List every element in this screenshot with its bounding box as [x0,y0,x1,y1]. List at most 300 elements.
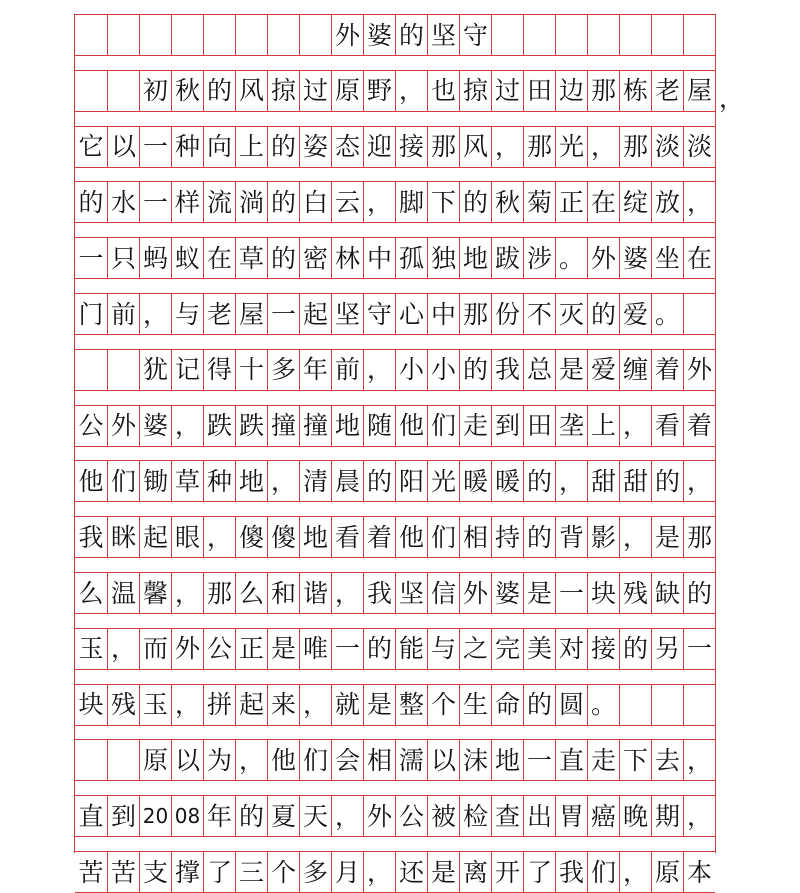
grid-cell: 它 [78,132,104,162]
essay-text-row [75,181,715,223]
grid-cell [75,350,107,390]
grid-cell: 离 [459,852,491,892]
grid-cell [619,15,651,55]
grid-cell: 完 [491,629,523,669]
grid-cell: 的 [203,71,235,111]
grid-cell: ， [267,461,299,501]
grid-cell: ， [363,350,395,390]
grid-cell: 还 [395,852,427,892]
grid-cell: 暖 [491,461,523,501]
grid-cell: 与 [427,629,459,669]
grid-cell: 就 [331,685,363,725]
grid-cell: 是 [267,629,299,669]
grid-cell: 们 [299,740,331,780]
grid-cell: 跌 [203,406,235,446]
grid-cell: 地 [459,238,491,278]
grid-cell: 相 [459,517,491,557]
grid-cell [267,15,299,55]
essay-text-row [75,684,715,726]
grid-cell: 迎 [363,127,395,167]
grid-cell: 外 [171,629,203,669]
grid-cell: 玉 [78,634,104,664]
grid-cell: 到 [107,796,139,836]
grid-cell: 命 [491,685,523,725]
grid-cell [75,71,107,111]
grid-cell: 守 [459,15,491,55]
grid-cell: 光 [427,461,459,501]
grid-cell: 放 [651,182,683,222]
grid-cell: 信 [427,573,459,613]
grid-cell: 癌 [587,796,619,836]
grid-cell: ， [331,796,363,836]
margin-punctuation: ， [719,83,745,113]
grid-cell: 他 [267,740,299,780]
grid-cell: 向 [203,127,235,167]
grid-cell: 们 [587,852,619,892]
grid-cell: ， [683,461,715,501]
grid-cell: 风 [459,127,491,167]
grid-cell: 是 [651,517,683,557]
grid-cell: ， [395,71,427,111]
grid-cell: 到 [491,406,523,446]
grid-cell: 是 [363,685,395,725]
grid-cell: 只 [107,238,139,278]
grid-cell: 屋 [235,294,267,334]
essay-text-row [75,126,715,168]
grid-cell: 灭 [555,294,587,334]
grid-cell: 相 [363,740,395,780]
grid-cell: 看 [331,517,363,557]
grid-cell: 外 [331,15,363,55]
essay-text-row [75,739,715,781]
grid-cell [75,15,107,55]
grid-cell: 的 [235,796,267,836]
grid-cell: 美 [523,629,555,669]
grid-cell [491,15,523,55]
grid-cell: ， [107,629,139,669]
essay-text-row [75,460,715,502]
grid-cell: 另 [651,629,683,669]
grid-cell: 圆 [555,685,587,725]
grid-cell: 原 [139,740,171,780]
grid-cell: ， [139,294,171,334]
grid-cell: 晚 [619,796,651,836]
grid-cell: 月 [331,852,363,892]
grid-cell: 甜 [619,461,651,501]
grid-cell [651,15,683,55]
grid-cell: 涉 [523,238,555,278]
grid-cell: 正 [235,629,267,669]
grid-cell: ， [331,573,363,613]
grid-cell: 独 [427,238,459,278]
grid-cell: 屋 [683,71,715,111]
grid-cell: 撞 [267,406,299,446]
grid-cell: ， [619,517,651,557]
grid-cell: 坚 [331,294,363,334]
grid-cell: 温 [107,573,139,613]
grid-cell: 公 [203,629,235,669]
grid-cell: 查 [491,796,523,836]
essay-text-row [75,70,745,113]
grid-cell: 外 [683,350,715,390]
grid-cell: 残 [107,685,139,725]
grid-cell: 云 [331,182,363,222]
grid-cell: 掠 [267,71,299,111]
grid-cell: 婆 [491,573,523,613]
grid-cell: 着 [683,406,715,446]
essay-title-row [75,14,715,56]
grid-cell: 以 [171,740,203,780]
grid-cell: 的 [267,182,299,222]
grid-cell: 在 [587,182,619,222]
grid-cell: 苦 [107,852,139,892]
grid-cell: 种 [203,461,235,501]
grid-cell: 而 [139,629,171,669]
grid-cell: 水 [107,182,139,222]
grid-cell: 心 [395,294,427,334]
grid-cell: 一 [267,294,299,334]
grid-cell: 期 [651,796,683,836]
grid-cell: 总 [523,350,555,390]
grid-cell: 下 [619,740,651,780]
grid-cell: 地 [491,740,523,780]
grid-cell: 密 [299,238,331,278]
grid-cell: 以 [427,740,459,780]
grid-cell [651,685,683,725]
grid-cell: 撑 [171,852,203,892]
grid-cell: 背 [555,517,587,557]
grid-cell: 年 [203,796,235,836]
grid-cell: 多 [267,350,299,390]
grid-cell: 白 [299,182,331,222]
grid-cell: 的 [363,461,395,501]
grid-cell: 小 [427,350,459,390]
grid-cell: 公 [78,411,104,441]
grid-cell: 的 [267,238,299,278]
grid-cell: 08 [171,796,203,836]
grid-cell: 接 [587,629,619,669]
grid-cell: 外 [363,796,395,836]
grid-cell: 前 [331,350,363,390]
grid-cell: 他 [395,517,427,557]
grid-cell: 上 [587,406,619,446]
grid-cell: 的 [395,15,427,55]
grid-cell: ， [619,406,651,446]
grid-cell: 十 [235,350,267,390]
grid-cell [683,15,715,55]
grid-cell: 淡 [683,127,715,167]
grid-cell: 起 [299,294,331,334]
essay-text-row [75,795,715,837]
grid-cell: 淌 [235,182,267,222]
grid-cell: 阳 [395,461,427,501]
grid-cell: 一 [78,243,104,273]
essay-text-row [75,516,715,558]
grid-cell: ， [363,182,395,222]
grid-cell: 不 [523,294,555,334]
grid-cell: 以 [107,127,139,167]
grid-cell [299,15,331,55]
grid-cell: 暖 [459,461,491,501]
grid-cell: 唯 [299,629,331,669]
grid-cell: 跌 [235,406,267,446]
grid-cell: ， [491,127,523,167]
grid-cell: 的 [523,461,555,501]
grid-cell: 秋 [171,71,203,111]
grid-cell: 婆 [619,238,651,278]
grid-cell: 秋 [491,182,523,222]
grid-cell [203,15,235,55]
grid-cell: 撞 [299,406,331,446]
grid-cell [139,15,171,55]
grid-cell: 出 [523,796,555,836]
grid-cell: 夏 [267,796,299,836]
grid-cell: 的 [363,629,395,669]
grid-cell: 持 [491,517,523,557]
grid-cell: 本 [683,852,715,892]
grid-cell: 走 [587,740,619,780]
grid-cell: 苦 [78,857,104,887]
grid-cell: 玉 [139,685,171,725]
grid-cell: 婆 [363,15,395,55]
grid-cell [107,71,139,111]
grid-cell: 和 [267,573,299,613]
grid-cell: 光 [555,127,587,167]
essay-text-row [75,572,715,614]
grid-cell: 的 [459,350,491,390]
grid-cell: 在 [683,238,715,278]
grid-cell: 傻 [267,517,299,557]
grid-cell: ， [363,852,395,892]
grid-cell: 前 [107,294,139,334]
grid-cell [619,685,651,725]
grid-cell: ， [171,406,203,446]
grid-cell: 风 [235,71,267,111]
grid-cell: 正 [555,182,587,222]
grid-cell: 边 [555,71,587,111]
grid-cell: 在 [203,238,235,278]
grid-cell [555,15,587,55]
grid-cell: 块 [78,690,104,720]
essay-text-row [75,405,715,447]
grid-cell: ， [299,685,331,725]
grid-cell: 缠 [619,350,651,390]
grid-cell: 一 [331,629,363,669]
grid-cell: 开 [491,852,523,892]
grid-cell: 原 [331,71,363,111]
grid-cell: 缺 [651,573,683,613]
grid-cell: 的 [619,629,651,669]
grid-cell: 他 [78,466,104,496]
grid-cell: 个 [267,852,299,892]
grid-cell: 晨 [331,461,363,501]
grid-cell [75,740,107,780]
grid-cell: 。 [555,238,587,278]
grid-cell: 爱 [587,350,619,390]
grid-cell: 濡 [395,740,427,780]
grid-cell: 一 [523,740,555,780]
grid-cell: 那 [523,127,555,167]
grid-cell: 地 [299,517,331,557]
grid-cell: 的 [651,461,683,501]
grid-cell: ， [171,573,203,613]
grid-cell: 们 [107,461,139,501]
grid-cell: 外 [459,573,491,613]
grid-cell: 直 [555,740,587,780]
grid-cell: 来 [267,685,299,725]
grid-cell: 栋 [619,71,651,111]
grid-cell: 那 [587,71,619,111]
grid-cell: 那 [683,517,715,557]
grid-cell [235,15,267,55]
grid-cell: 。 [651,294,683,334]
grid-cell [587,15,619,55]
grid-cell: 掠 [459,71,491,111]
grid-cell: 我 [78,522,104,552]
grid-cell: 对 [555,629,587,669]
grid-cell: 地 [331,406,363,446]
grid-cell: 外 [107,406,139,446]
grid-cell: 是 [555,350,587,390]
grid-cell: 去 [651,740,683,780]
grid-cell: 随 [363,406,395,446]
manuscript-grid-paper [74,14,745,887]
grid-cell: ， [171,685,203,725]
essay-text-row [75,293,715,335]
grid-cell: 下 [427,182,459,222]
grid-cell: 得 [203,350,235,390]
grid-cell: 的 [587,294,619,334]
grid-cell: 20 [139,796,171,836]
grid-cell: ， [683,182,715,222]
grid-cell: 也 [427,71,459,111]
grid-cell: 种 [171,127,203,167]
grid-cell: 起 [235,685,267,725]
grid-cell: 垄 [555,406,587,446]
grid-cell: ， [619,852,651,892]
grid-cell: 眯 [107,517,139,557]
grid-cell: 影 [587,517,619,557]
grid-cell: 过 [299,71,331,111]
grid-cell: 样 [171,182,203,222]
grid-cell: 沫 [459,740,491,780]
grid-cell [171,15,203,55]
grid-cell: 块 [587,573,619,613]
grid-cell: ， [683,796,715,836]
grid-cell: 坐 [651,238,683,278]
grid-cell: 残 [619,573,651,613]
grid-cell [523,15,555,55]
grid-cell: 跋 [491,238,523,278]
grid-cell: 野 [363,71,395,111]
grid-cell: 脚 [395,182,427,222]
grid-cell: 生 [459,685,491,725]
grid-cell: 起 [139,517,171,557]
grid-cell: ， [683,740,715,780]
grid-cell: 谐 [299,573,331,613]
grid-cell: 门 [78,299,104,329]
grid-cell: 初 [139,71,171,111]
grid-cell: 之 [459,629,491,669]
grid-cell: 走 [459,406,491,446]
grid-cell: 草 [171,461,203,501]
grid-cell: 我 [491,350,523,390]
grid-cell: 那 [203,573,235,613]
grid-cell: 中 [363,238,395,278]
grid-cell: 。 [587,685,619,725]
grid-cell: 过 [491,71,523,111]
grid-cell: 甜 [587,461,619,501]
grid-cell: 孤 [395,238,427,278]
grid-cell: 态 [331,127,363,167]
grid-cell: 坚 [395,573,427,613]
grid-cell: 的 [523,517,555,557]
grid-cell: 原 [651,852,683,892]
grid-cell: 接 [395,127,427,167]
grid-cell: 们 [427,517,459,557]
grid-cell: 了 [523,852,555,892]
grid-cell: 地 [235,461,267,501]
grid-cell: 田 [523,71,555,111]
grid-cell: 整 [395,685,427,725]
grid-cell: 一 [683,629,715,669]
grid-cell: 清 [299,461,331,501]
grid-cell: 草 [235,238,267,278]
grid-cell: 天 [299,796,331,836]
grid-cell: 胃 [555,796,587,836]
grid-cell: 的 [523,685,555,725]
grid-cell: 外 [587,238,619,278]
grid-cell: 我 [555,852,587,892]
grid-cell: 锄 [139,461,171,501]
grid-cell [107,15,139,55]
grid-cell: 中 [427,294,459,334]
grid-cell: 我 [363,573,395,613]
grid-cell: 着 [651,350,683,390]
grid-cell: 上 [235,127,267,167]
grid-cell: 份 [491,294,523,334]
grid-cell: 们 [427,406,459,446]
grid-cell: 支 [139,852,171,892]
grid-cell: 守 [363,294,395,334]
grid-cell: 他 [395,406,427,446]
grid-cell: 么 [78,578,104,608]
grid-cell: 一 [139,127,171,167]
grid-cell: 一 [555,573,587,613]
grid-cell: ， [235,740,267,780]
grid-cell: 能 [395,629,427,669]
essay-text-row [75,349,715,391]
grid-cell: 那 [427,127,459,167]
grid-cell: 公 [395,796,427,836]
grid-cell: 年 [299,350,331,390]
grid-cell: ， [587,127,619,167]
grid-cell: 是 [427,852,459,892]
grid-cell: 多 [299,852,331,892]
grid-cell: 那 [619,127,651,167]
grid-cell: 小 [395,350,427,390]
grid-cell [683,685,715,725]
grid-cell: 的 [267,127,299,167]
grid-cell: ， [203,517,235,557]
grid-cell: 林 [331,238,363,278]
grid-cell: 流 [203,182,235,222]
grid-cell: 蚂 [139,238,171,278]
grid-cell: 了 [203,852,235,892]
grid-cell: 直 [78,801,104,831]
grid-cell [683,294,715,334]
grid-cell: 的 [459,182,491,222]
